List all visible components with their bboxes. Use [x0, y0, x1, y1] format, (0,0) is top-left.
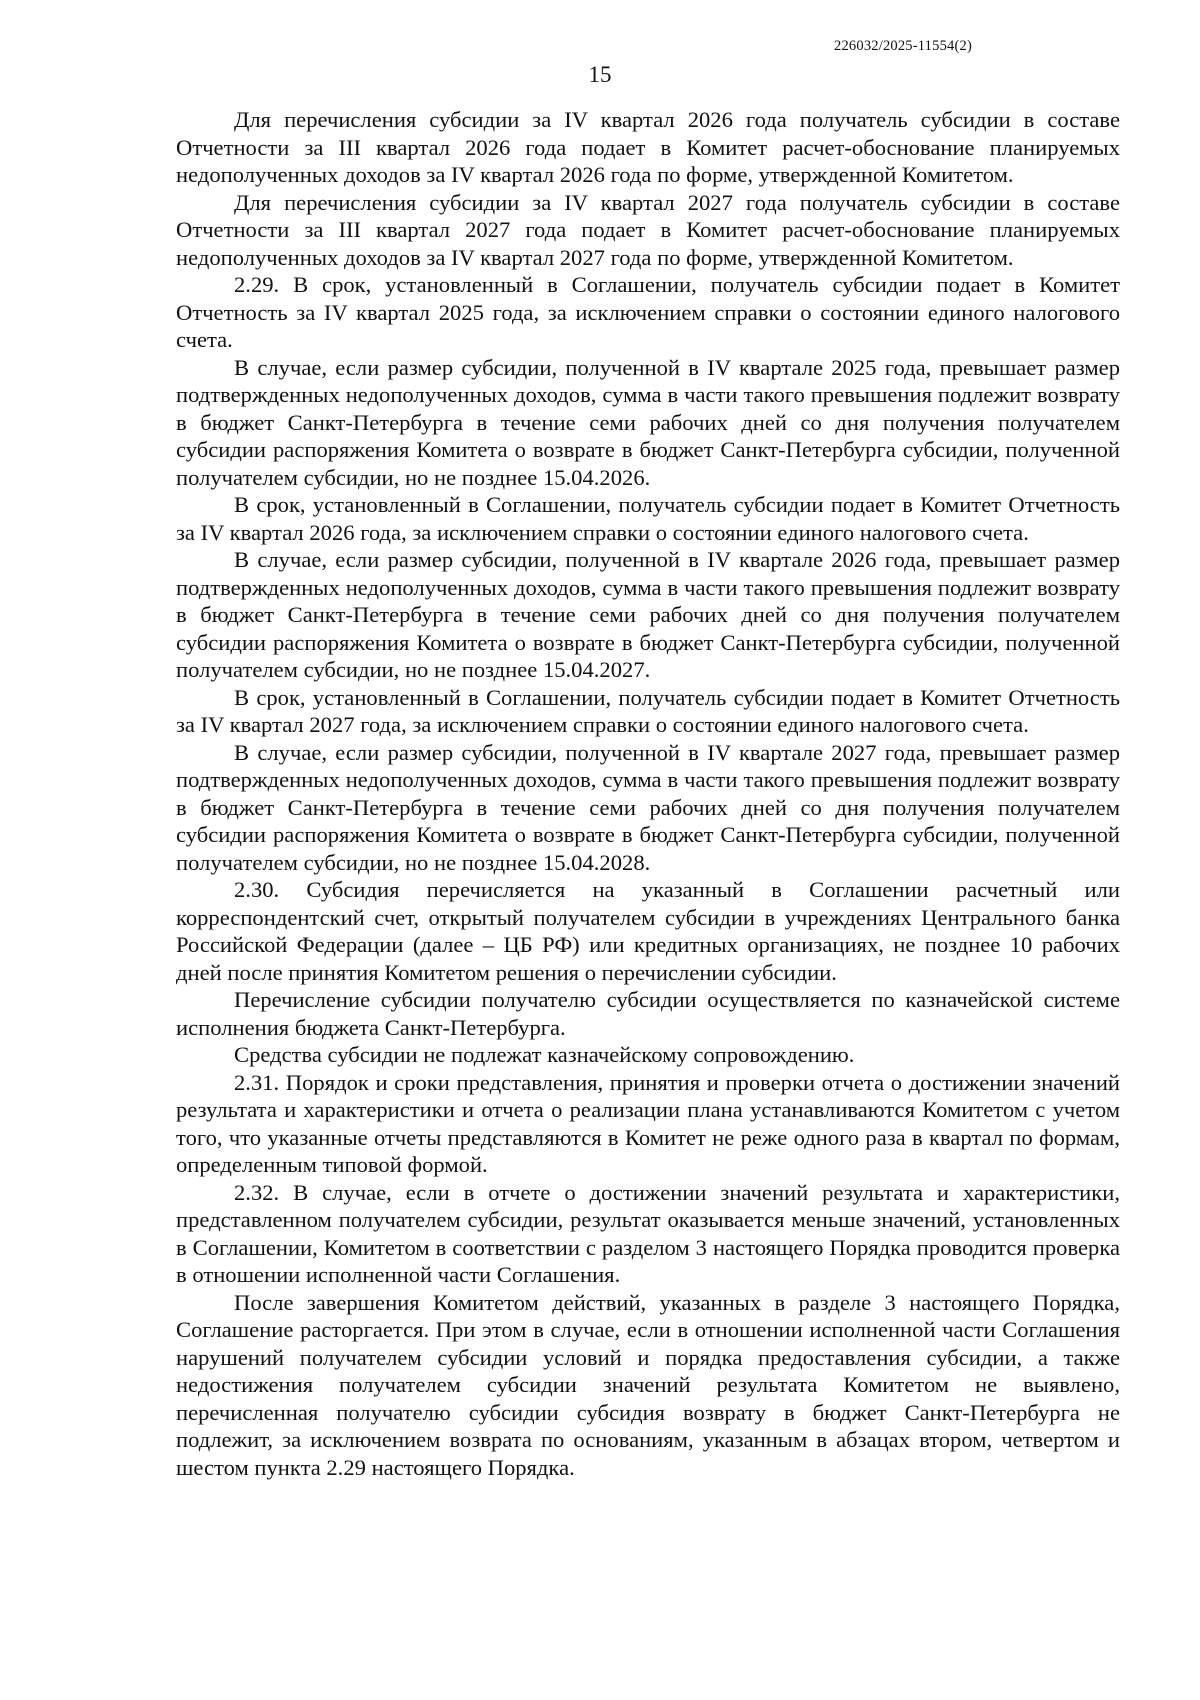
- document-number: 226032/2025-11554(2): [834, 38, 972, 54]
- paragraph-2-29: 2.29. В срок, установленный в Соглашении, получатель субсидии подает в Комитет Отчетность за IV квартал 2025 года, за исключением справки о состоянии единого налогового счета.: [176, 272, 1120, 352]
- paragraph-2-31: 2.31. Порядок и сроки представления, принятия и проверки отчета о достижении значений результата и характеристики и отчета о реализации плана устанавливаются Комитетом с учетом того, что указанные отчеты представляются в Комитет не реже одного раза в квартал по формам, определенным типовой формой.: [176, 1069, 1120, 1177]
- page-number: 15: [588, 62, 612, 87]
- document-body: [176, 106, 1120, 1481]
- paragraph-2-32: 2.32. В случае, если в отчете о достижении значений результата и характеристики, представленном получателем субсидии, результат оказывается меньше значений, установленных в Соглашении, Комитетом в соответствии с разделом 3 настоящего Порядка проводится проверка в отношении исполненной части Соглашения.: [176, 1179, 1120, 1287]
- paragraph: В случае, если размер субсидии, полученной в IV квартале 2025 года, превышает размер подтвержденных недополученных доходов, сумма в части такого превышения подлежит возврату в бюджет Санкт-Петербурга в течение семи рабочих дней со дня получения получателем субсидии распоряжения Комитета о возврате в бюджет Санкт-Петербурга субсидии, полученной получателем субсидии, но не позднее 15.04.2026.: [176, 354, 1120, 490]
- paragraph: В срок, установленный в Соглашении, получатель субсидии подает в Комитет Отчетность за IV квартал 2026 года, за исключением справки о состоянии единого налогового счета.: [176, 492, 1120, 545]
- paragraph: Средства субсидии не подлежат казначейскому сопровождению.: [234, 1042, 855, 1067]
- paragraph: После завершения Комитетом действий, указанных в разделе 3 настоящего Порядка, Соглашение расторгается. При этом в случае, если в отношении исполненной части Соглашения нарушений получателем субсидии условий и порядка предоставления субсидии, а также недостижения получателем субсидии значений результата Комитетом не выявлено, перечисленная получателю субсидии субсидия возврату в бюджет Санкт-Петербурга не подлежит, за исключением возврата по основаниям, указанным в абзацах втором, четвертом и шестом пункта 2.29 настоящего Порядка.: [176, 1289, 1120, 1480]
- paragraph: В срок, установленный в Соглашении, получатель субсидии подает в Комитет Отчетность за IV квартал 2027 года, за исключением справки о состоянии единого налогового счета.: [176, 684, 1120, 737]
- paragraph: Перечисление субсидии получателю субсидии осуществляется по казначейской системе исполнения бюджета Санкт-Петербурга.: [176, 987, 1120, 1040]
- paragraph: Для перечисления субсидии за IV квартал 2027 года получатель субсидии в составе Отчетности за III квартал 2027 года подает в Комитет расчет-обоснование планируемых недополученных доходов за IV квартал 2027 года по форме, утвержденной Комитетом.: [176, 189, 1120, 270]
- paragraph: В случае, если размер субсидии, полученной в IV квартале 2026 года, превышает размер подтвержденных недополученных доходов, сумма в части такого превышения подлежит возврату в бюджет Санкт-Петербурга в течение семи рабочих дней со дня получения получателем субсидии распоряжения Комитета о возврате в бюджет Санкт-Петербурга субсидии, полученной получателем субсидии, но не позднее 15.04.2027.: [176, 547, 1120, 682]
- paragraph: В случае, если размер субсидии, полученной в IV квартале 2027 года, превышает размер подтвержденных недополученных доходов, сумма в части такого превышения подлежит возврату в бюджет Санкт-Петербурга в течение семи рабочих дней со дня получения получателем субсидии распоряжения Комитета о возврате в бюджет Санкт-Петербурга субсидии, полученной получателем субсидии, но не позднее 15.04.2028.: [176, 739, 1120, 875]
- paragraph: Для перечисления субсидии за IV квартал 2026 года получатель субсидии в составе Отчетности за III квартал 2026 года подает в Комитет расчет-обоснование планируемых недополученных доходов за IV квартал 2026 года по форме, утвержденной Комитетом.: [176, 107, 1120, 187]
- paragraph-2-30: 2.30. Субсидия перечисляется на указанный в Соглашении расчетный или корреспондентский счет, открытый получателем субсидии в учреждениях Центрального банка Российской Федерации (далее – ЦБ РФ) или кредитных организациях, не позднее 10 рабочих дней после принятия Комитетом решения о перечислении субсидии.: [176, 877, 1120, 985]
